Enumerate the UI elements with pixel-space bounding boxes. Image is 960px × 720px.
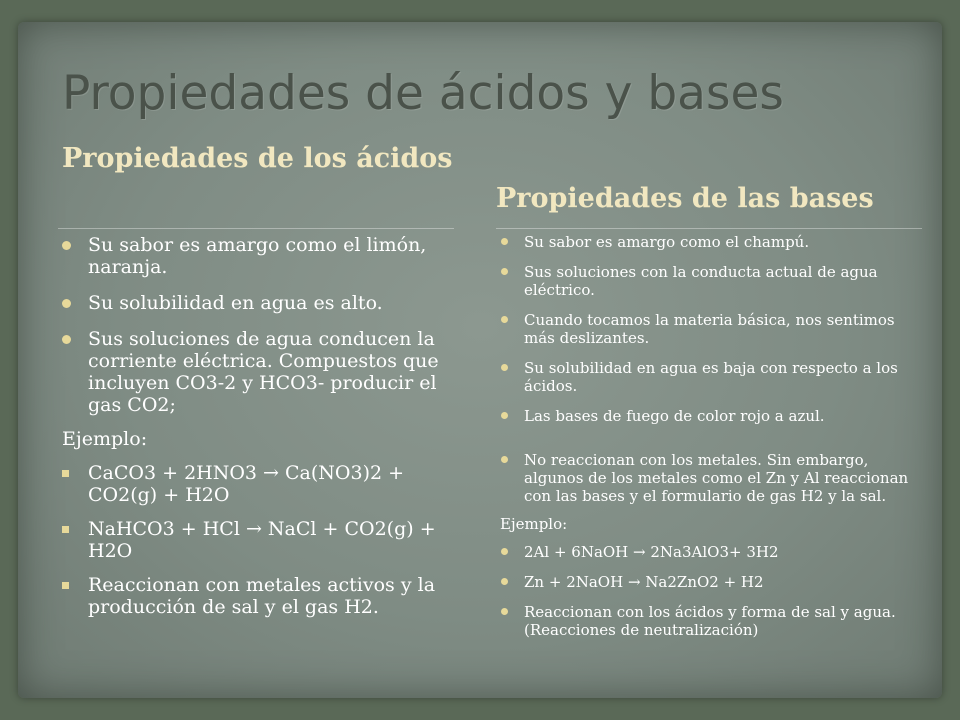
acids-heading: Propiedades de los ácidos xyxy=(62,143,453,174)
acids-example-label: Ejemplo: xyxy=(62,428,148,450)
slide-title: Propiedades de ácidos y bases xyxy=(62,66,784,121)
bases-example-label: Ejemplo: xyxy=(500,515,568,533)
acids-divider xyxy=(58,228,454,229)
bases-item: Las bases de fuego de color rojo a azul. xyxy=(500,407,910,425)
acids-item: Su solubilidad en agua es alto. xyxy=(62,292,462,314)
acids-example: NaHCO3 + HCl → NaCl + CO2(g) + H2O xyxy=(62,518,462,562)
acids-example: CaCO3 + 2HNO3 → Ca(NO3)2 + CO2(g) + H2O xyxy=(62,462,462,506)
bases-item: Su sabor es amargo como el champú. xyxy=(500,233,910,251)
acids-example: Reaccionan con metales activos y la producción de sal y el gas H2. xyxy=(62,574,462,618)
bases-divider xyxy=(496,228,922,229)
acids-list xyxy=(62,232,462,618)
bases-heading: Propiedades de las bases xyxy=(496,183,874,214)
acids-item: Su sabor es amargo como el limón, naranja. xyxy=(62,234,462,278)
bases-example: Reaccionan con los ácidos y forma de sal y agua. (Reacciones de neutralización) xyxy=(500,603,910,639)
bases-item: Cuando tocamos la materia básica, nos sentimos más deslizantes. xyxy=(500,311,910,347)
bases-item: No reaccionan con los metales. Sin embargo, algunos de los metales como el Zn y Al reaccionan con las bases y el formulario de gas H2 y la sal. xyxy=(500,451,910,505)
bases-item: Su solubilidad en agua es baja con respecto a los ácidos. xyxy=(500,359,910,395)
bases-example: 2Al + 6NaOH → 2Na3AlO3+ 3H2 xyxy=(500,543,910,561)
bases-example: Zn + 2NaOH → Na2ZnO2 + H2 xyxy=(500,573,910,591)
acids-item: Sus soluciones de agua conducen la corriente eléctrica. Compuestos que incluyen CO3-2 y HCO3- producir el gas CO2; xyxy=(62,328,462,416)
bases-list xyxy=(500,233,910,639)
bases-item: Sus soluciones con la conducta actual de agua eléctrico. xyxy=(500,263,910,299)
